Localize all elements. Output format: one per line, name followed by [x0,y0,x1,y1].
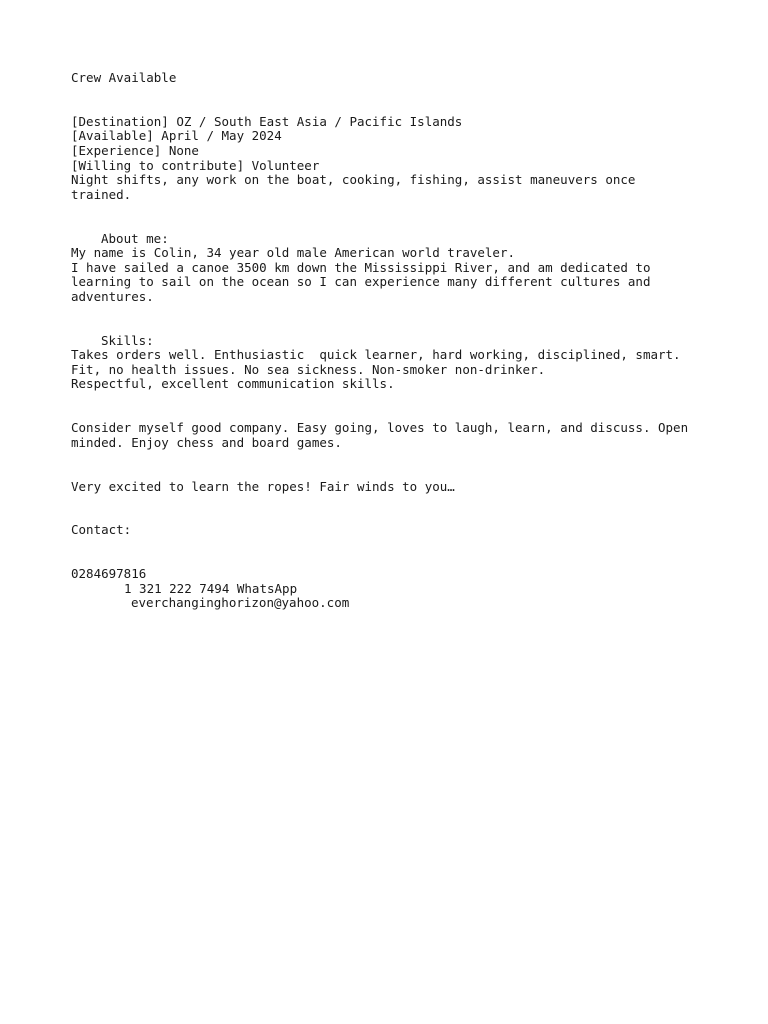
skills-line: Respectful, excellent communication skills. [71,376,395,392]
contact-whatsapp: 1 321 222 7494 WhatsApp [124,580,298,596]
skills-line: Fit, no health issues. No sea sickness. Non-smoker non-drinker. [71,361,546,377]
spacer [71,305,731,334]
spacer [71,202,731,231]
about-line: learning to sail on the ocean so I can experience many different cultures and [71,274,651,290]
spacer [71,86,731,115]
skills-line: Takes orders well. Enthusiastic quick learner, hard working, disciplined, smart. [71,347,681,363]
personality-line: Consider myself good company. Easy going, loves to laugh, learn, and discuss. Open [71,420,689,436]
spacer [71,538,731,567]
skills-section [71,334,731,392]
about-heading: About me: [101,230,169,246]
skills-heading: Skills: [101,332,154,348]
closing-line: Very excited to learn the ropes! Fair winds to you… [71,478,455,494]
about-line: I have sailed a canoe 3500 km down the Mississippi River, and am dedicated to [71,259,651,275]
experience-line: [Experience] None [71,142,199,158]
spacer [71,392,731,421]
contact-email: everchanginghorizon@yahoo.com [131,595,350,611]
about-section [71,232,731,305]
available-line: [Available] April / May 2024 [71,128,282,144]
contact-heading: Contact: [71,522,132,538]
about-line: adventures. [71,288,154,304]
work-line: trained. [71,186,132,202]
destination-line: [Destination] OZ / South East Asia / Pacific Islands [71,113,463,129]
contact-section [71,523,731,611]
details-section [71,115,731,203]
contact-phone: 0284697816 [71,566,147,582]
contribute-line: [Willing to contribute] Volunteer [71,157,320,173]
personality-line: minded. Enjoy chess and board games. [71,434,342,450]
spacer [71,494,731,523]
document-page [71,71,731,611]
work-line: Night shifts, any work on the boat, cooking, fishing, assist maneuvers once [71,172,636,188]
about-line: My name is Colin, 34 year old male American world traveler. [71,245,516,261]
spacer [71,450,731,479]
document-title: Crew Available [71,70,177,85]
personality-section [71,421,731,450]
